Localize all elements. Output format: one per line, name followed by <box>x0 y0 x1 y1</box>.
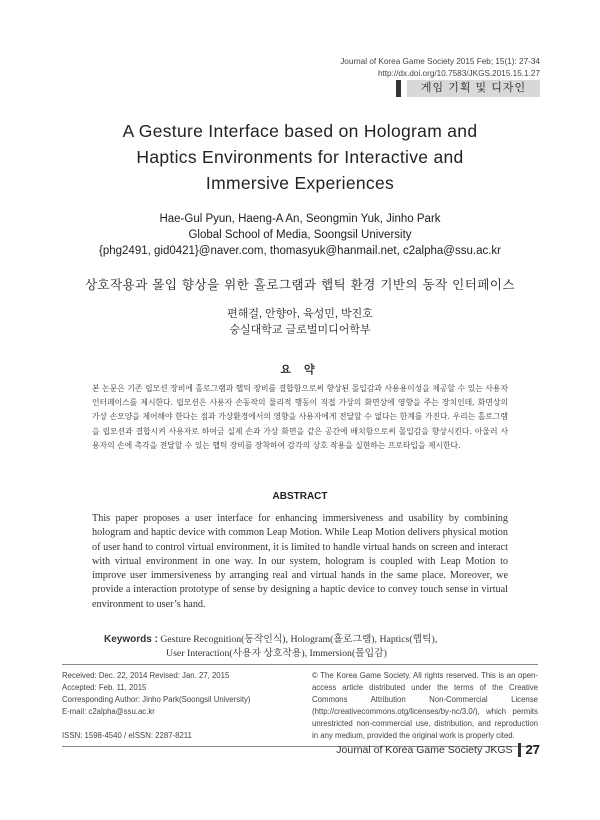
title-line-1: A Gesture Interface based on Hologram and <box>122 121 478 141</box>
issn: ISSN: 1598-4540 / eISSN: 2287-8211 <box>62 730 192 740</box>
keywords-line-1 <box>104 633 544 647</box>
doi-link[interactable]: http://dx.doi.org/10.7583/JKGS.2015.15.1.27 <box>377 69 540 78</box>
abstract-heading: ABSTRACT <box>272 491 328 502</box>
keywords-list-2: User Interaction(사용자 상호작용), Immersion(몰입감) <box>166 648 387 659</box>
page-footer <box>336 742 540 757</box>
author-affiliation: Global School of Media, Soongsil University <box>188 229 412 241</box>
section-tag-label: 게임 기획 및 디자인 <box>407 80 540 97</box>
accepted-date: Accepted: Feb. 11, 2015 <box>62 682 147 692</box>
journal-citation: Journal of Korea Game Society 2015 Feb; 15(1): 27-34 <box>340 57 540 66</box>
author-names: Hae-Gul Pyun, Haeng-A An, Seongmin Yuk, Jinho Park <box>159 213 441 225</box>
paper-title <box>60 118 540 196</box>
license-text: © The Korea Game Society. All rights reserved. This is an open-access article distributed under the terms of the Creative Commons Attribution Non-Commercial License (http://creativecommons.otg/licenses/by-nc/3.0/), which permits unrestricted non-commercial use, distribution, and reproduction in any medium, provided the original work is properly cited. <box>312 671 538 740</box>
footnote-divider-top <box>62 664 538 665</box>
korean-title: 상호작용과 몰입 향상을 위한 홀로그램과 햅틱 환경 기반의 동작 인터페이스 <box>84 277 516 292</box>
abstract-text: This paper proposes a user interface for enhancing immersiveness and usability by combining hologram and haptic device with common Leap Motion. While Leap Motion delivers physical motion of user hand to control virtual environment, it is limited to handle virtual hands on screen and interact with virtual environment in one way. In our system, hologram is coupled with Leap Motion to improve user immersiveness by arranging real and virtual hands in the same place. Moreover, we provide a interaction prototype of sense by designing a haptic device to convey touch sense in virtual environment to user’s hand. <box>92 513 508 610</box>
footnote-left <box>62 670 297 742</box>
footer-separator <box>518 743 521 757</box>
section-tag-bar <box>396 80 401 97</box>
corresponding-author: Corresponding Author: Jinho Park(Soongsil University) <box>62 694 251 704</box>
title-line-2: Haptics Environments for Interactive and <box>136 147 464 167</box>
korean-author-names: 편해걸, 안향아, 육성민, 박진호 <box>227 308 373 320</box>
page-number: 27 <box>525 742 540 757</box>
korean-abstract-heading: 요 약 <box>280 364 320 376</box>
section-tag <box>396 80 540 97</box>
keywords-block <box>104 633 544 661</box>
keywords-label: Keywords : <box>104 634 158 645</box>
korean-author-block <box>60 306 540 338</box>
korean-affiliation: 숭실대학교 글로벌미디어학부 <box>229 324 371 336</box>
received-date: Received: Dec. 22, 2014 Revised: Jan. 27, 2015 <box>62 671 230 680</box>
footer-journal: Journal of Korea Game Society JKGS <box>336 743 513 756</box>
keywords-list-1: Gesture Recognition(동작인식), Hologram(홀로그램), Haptics(햅틱), <box>160 634 438 645</box>
korean-abstract-text: 본 논문은 기존 립모션 장비에 홀로그램과 햅틱 장비를 결합함으로써 향상된 몰입감과 사용용이성을 제공할 수 있는 사용자 인터페이스를 제시한다. 립모션은 사용자 손동작의 물리적 행동이 직접 가상의 화면상에 영향을 주는 장치인데, 화면상의 가상 손모양을 제어해야 한다는 점과 가상환경에서의 영향을 사용자에게 전달할 수 없다는 한계를 가진다. 우리는 홀로그램을 립모션과 결합시켜 사용자로 하여금 실제 손과 가상 화면을 같은 공간에 배치함으로써 몰입감을 향상시킨다. 아울러 사용자의 손에 촉각을 전달할 수 있는 햅틱 장비를 장착하여 감각의 상호 작용을 실현하는 프로타입을 제시한다. <box>92 384 508 450</box>
title-line-3: Immersive Experiences <box>205 173 395 193</box>
author-block <box>60 211 540 259</box>
corresponding-email: E-mail: c2alpha@ssu.ac.kr <box>62 706 155 716</box>
author-emails: {phg2491, gid0421}@naver.com, thomasyuk@hanmail.net, c2alpha@ssu.ac.kr <box>99 245 501 257</box>
